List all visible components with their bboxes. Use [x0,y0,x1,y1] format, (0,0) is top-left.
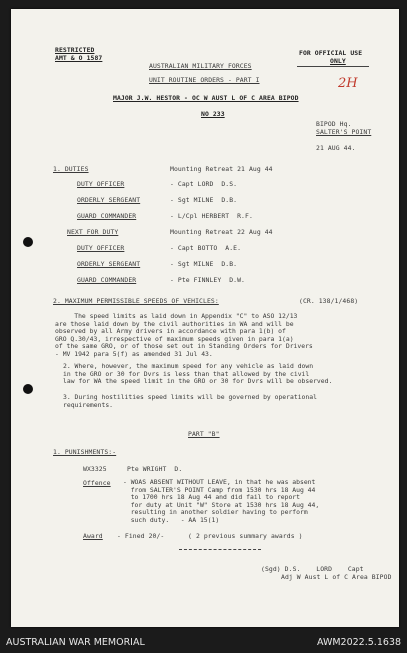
for-official-use-label: FOR OFFICIAL USE [299,49,363,57]
orders-title: UNIT ROUTINE ORDERS - PART I [149,76,260,84]
next-for-duty-heading: NEXT FOR DUTY [67,228,119,236]
mounting-line-2: Mounting Retreat 22 Aug 44 [170,228,273,236]
soldier-name: Pte WRIGHT D. [127,465,183,473]
duty-name: - Pte FINNLEY D.W. [170,276,246,284]
duty-role: ORDERLY SERGEANT [77,260,141,268]
signature-line: (Sgd) D.S. LORD Capt [261,565,364,573]
punch-hole [23,384,33,394]
offence-label: Offence [83,479,111,487]
order-date: 21 AUG 44. [316,144,356,152]
speeds-reference: (CR. 138/1/468) [299,297,359,305]
punch-hole [23,237,33,247]
duty-role: DUTY OFFICER [77,180,125,188]
signature-title: Adj W Aust L of C Area BIPOD [281,573,392,581]
unit-title: AUSTRALIAN MILITARY FORCES [149,62,252,70]
award-text: - Fined 20/- ( 2 previous summary awards ) [117,532,303,540]
header-rule [297,66,369,67]
restricted-label: RESTRICTED [55,46,95,54]
duty-name: - L/Cpl HERBERT R.F. [170,212,253,220]
hq-label: BIPOD Hq. [316,120,352,128]
offence-text: - WOAS ABSENT WITHOUT LEAVE, in that he was absent from SALTER'S POINT Camp from 1530 hrs 18 Aug 44 to 1700 hrs 18 Aug 44 and did fail to report for duty at Unit "W" Store at 1530 hrs 18 Aug 44, resulting in another soldier having to perform such duty. - AA 15(1) [123,478,320,524]
service-number: WX3325 [83,465,107,473]
duty-role: ORDERLY SERGEANT [77,196,141,204]
by-line: MAJOR J.W. HESTOR - OC W AUST L OF C AREA BIPOD [113,94,299,102]
duty-name: - Sgt MILNE D.B. [170,260,238,268]
duties-heading: 1. DUTIES [53,165,89,173]
handwritten-number: 2H [338,76,358,91]
location-label: SALTER'S POINT [316,128,372,136]
duty-role: GUARD COMMANDER [77,276,137,284]
section-divider [179,549,261,550]
punishments-heading: 1. PUNISHMENTS:- [53,448,117,456]
duty-role: DUTY OFFICER [77,244,125,252]
duty-name: - Capt BOTTO A.E. [170,244,242,252]
document-page [11,9,399,627]
duty-name: - Sgt MILNE D.B. [170,196,238,204]
duty-role: GUARD COMMANDER [77,212,137,220]
speeds-paragraph-2: 2. Where, however, the maximum speed for any vehicle as laid down in the GRO or 30 for Dvrs is less than that allowed by the civil law for WA the speed limit in the GRO or 30 for Dvrs will be observed. [63,362,333,386]
archive-reference: AWM2022.5.1638 [316,637,401,648]
archive-name: AUSTRALIAN WAR MEMORIAL [6,637,145,648]
mounting-line-1: Mounting Retreat 21 Aug 44 [170,165,273,173]
part-b-title: PART "B" [188,430,220,438]
duty-name: - Capt LORD D.S. [170,180,238,188]
speeds-paragraph-1: The speed limits as laid down in Appendix "C" to ASO 12/13 are those laid down by the civil authorities in WA and will be observed by all Army drivers in accordance with para 1(b) of GRO Q.30/43, irrespective of maximum speeds given in para 1(a) of the same GRO, or of those set out in Standing Orders for Drivers - MV 1942 para 5(f) as amended 31 Jul 43. [55,312,313,358]
speeds-heading: 2. MAXIMUM PERMISSIBLE SPEEDS OF VEHICLES: [53,297,219,305]
speeds-paragraph-3: 3. During hostilities speed limits will be governed by operational requirements. [63,393,317,409]
only-label: ONLY [330,57,346,65]
order-number: NO 233 [201,110,225,118]
archive-footer [0,632,407,653]
award-label: Award [83,532,103,540]
act-reference: AMT & O 1587 [55,54,103,62]
